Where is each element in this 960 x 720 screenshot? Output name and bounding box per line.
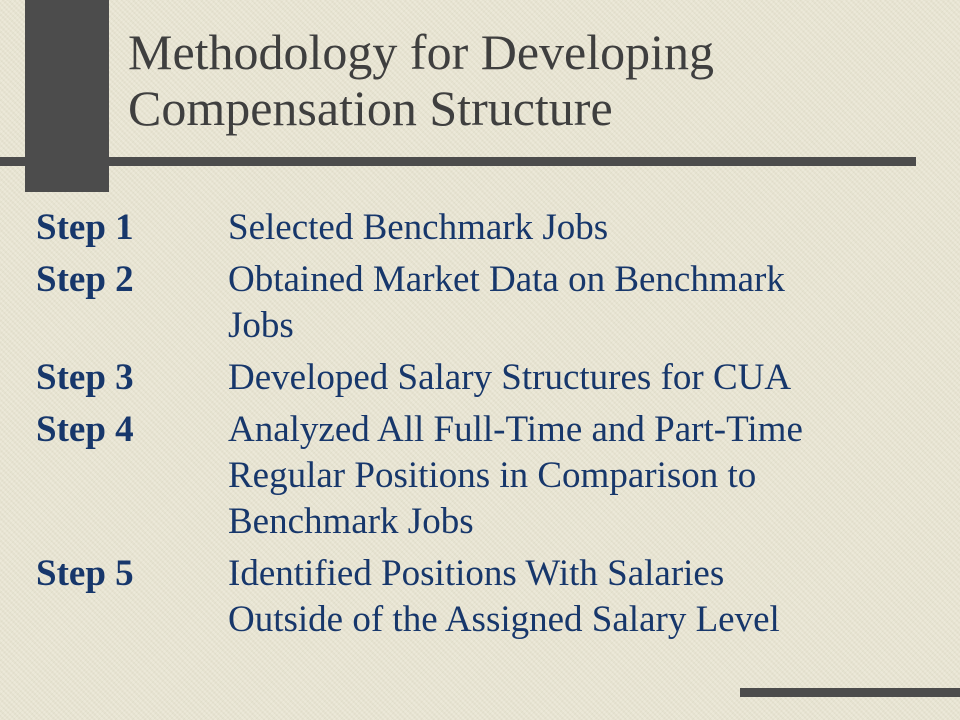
title-divider [0,157,916,166]
step-item-1 [36,205,936,251]
steps-list [36,205,936,649]
step-text: Selected Benchmark Jobs [228,207,609,248]
step-item-2 [36,257,936,349]
slide-title-line-2: Compensation Structure [128,80,613,136]
step-text: Developed Salary Structures for CUA [228,357,792,398]
step-text: Identified Positions With Salaries Outside of the Assigned Salary Level [228,553,780,640]
step-label: Step 3 [36,357,134,398]
bottom-divider [740,688,960,697]
slide-title [128,24,928,136]
slide-title-line-1: Methodology for Developing [128,24,715,80]
step-text: Obtained Market Data on Benchmark Jobs [228,259,785,346]
step-label: Step 4 [36,409,134,450]
step-label: Step 5 [36,553,134,594]
step-item-5 [36,551,936,643]
step-label: Step 2 [36,259,134,300]
step-text: Analyzed All Full-Time and Part-Time Regular Positions in Comparison to Benchmark Jobs [228,409,803,542]
step-label: Step 1 [36,207,134,248]
step-item-3 [36,355,936,401]
step-item-4 [36,407,936,545]
